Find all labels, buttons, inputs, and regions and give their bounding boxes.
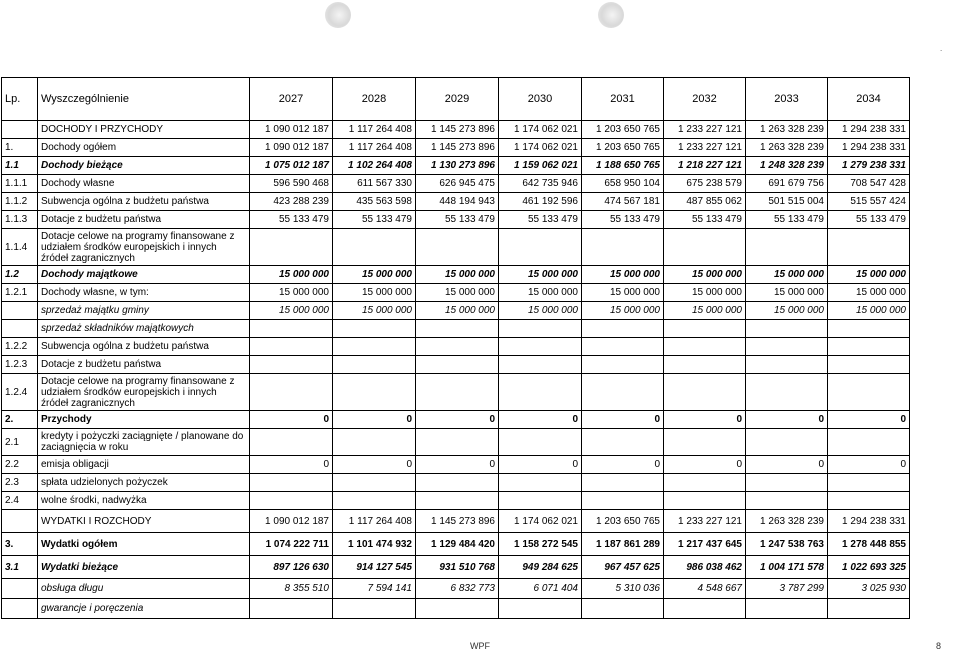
row-value: 15 000 000 — [499, 284, 582, 302]
row-value — [746, 320, 828, 338]
row-value: 15 000 000 — [582, 266, 664, 284]
header-year: 2028 — [333, 78, 416, 121]
row-value: 15 000 000 — [333, 284, 416, 302]
row-label: Dotacje z budżetu państwa — [38, 356, 250, 374]
row-value: 55 133 479 — [746, 211, 828, 229]
row-value: 1 187 861 289 — [582, 533, 664, 556]
row-value: 1 263 328 239 — [746, 121, 828, 139]
row-value: 15 000 000 — [416, 266, 499, 284]
row-value: 1 263 328 239 — [746, 139, 828, 157]
row-value — [250, 474, 333, 492]
header-year: 2033 — [746, 78, 828, 121]
row-value — [582, 474, 664, 492]
row-value — [664, 320, 746, 338]
row-value: 0 — [416, 456, 499, 474]
row-value: 15 000 000 — [582, 302, 664, 320]
table-row — [2, 510, 910, 533]
row-lp: 1.2.1 — [2, 284, 38, 302]
row-lp: 1.1 — [2, 157, 38, 175]
row-value: 1 129 484 420 — [416, 533, 499, 556]
row-value: 0 — [582, 411, 664, 429]
row-label: kredyty i pożyczki zaciągnięte / planowane do zaciągnięcia w roku — [38, 429, 250, 456]
row-value: 15 000 000 — [416, 284, 499, 302]
row-value: 1 233 227 121 — [664, 121, 746, 139]
row-value — [582, 429, 664, 456]
row-lp: 1.1.4 — [2, 229, 38, 266]
row-value: 1 117 264 408 — [333, 121, 416, 139]
row-value: 1 248 328 239 — [746, 157, 828, 175]
row-value: 15 000 000 — [250, 284, 333, 302]
table-row — [2, 411, 910, 429]
row-lp: 1.2 — [2, 266, 38, 284]
row-label: Dochody własne, w tym: — [38, 284, 250, 302]
table-row — [2, 374, 910, 411]
row-lp: 1.1.3 — [2, 211, 38, 229]
table-row — [2, 492, 910, 510]
row-value: 15 000 000 — [746, 266, 828, 284]
row-value: 611 567 330 — [333, 175, 416, 193]
row-value — [746, 474, 828, 492]
table-row — [2, 175, 910, 193]
row-value: 6 071 404 — [499, 579, 582, 599]
row-value: 626 945 475 — [416, 175, 499, 193]
row-value: 55 133 479 — [582, 211, 664, 229]
row-value: 1 075 012 187 — [250, 157, 333, 175]
row-value: 1 117 264 408 — [333, 510, 416, 533]
row-value — [828, 474, 910, 492]
row-value — [499, 492, 582, 510]
row-value: 423 288 239 — [250, 193, 333, 211]
row-value: 1 074 222 711 — [250, 533, 333, 556]
header-year: 2031 — [582, 78, 664, 121]
row-label: emisja obligacji — [38, 456, 250, 474]
row-value — [746, 599, 828, 619]
row-value — [333, 374, 416, 411]
row-lp: 2.4 — [2, 492, 38, 510]
row-value: 474 567 181 — [582, 193, 664, 211]
row-label: Wydatki bieżące — [38, 556, 250, 579]
row-value: 0 — [664, 411, 746, 429]
header-year: 2030 — [499, 78, 582, 121]
row-value: 15 000 000 — [499, 302, 582, 320]
row-value: 1 145 273 896 — [416, 121, 499, 139]
row-lp: 2.1 — [2, 429, 38, 456]
row-value — [499, 474, 582, 492]
row-value: 501 515 004 — [746, 193, 828, 211]
row-value: 55 133 479 — [416, 211, 499, 229]
table-row — [2, 229, 910, 266]
page-number: 8 — [936, 641, 942, 651]
table-row — [2, 456, 910, 474]
row-value — [746, 492, 828, 510]
row-value: 0 — [746, 456, 828, 474]
row-value: 0 — [333, 456, 416, 474]
row-value — [250, 229, 333, 266]
row-value: 1 263 328 239 — [746, 510, 828, 533]
row-value — [333, 599, 416, 619]
row-value: 1 158 272 545 — [499, 533, 582, 556]
row-value: 0 — [582, 456, 664, 474]
row-value — [333, 474, 416, 492]
row-value: 1 174 062 021 — [499, 121, 582, 139]
row-label: Dochody ogółem — [38, 139, 250, 157]
row-value — [416, 374, 499, 411]
row-value: 1 203 650 765 — [582, 139, 664, 157]
row-value — [664, 356, 746, 374]
row-value: 949 284 625 — [499, 556, 582, 579]
row-label: Dotacje z budżetu państwa — [38, 211, 250, 229]
row-value — [582, 599, 664, 619]
table-row — [2, 429, 910, 456]
row-value: 914 127 545 — [333, 556, 416, 579]
row-value: 15 000 000 — [746, 284, 828, 302]
table-row — [2, 139, 910, 157]
row-value — [746, 429, 828, 456]
table-row — [2, 579, 910, 599]
row-value: 1 247 538 763 — [746, 533, 828, 556]
row-label: Przychody — [38, 411, 250, 429]
financial-forecast-table — [1, 77, 910, 619]
row-value: 1 145 273 896 — [416, 139, 499, 157]
row-value — [828, 429, 910, 456]
row-value: 7 594 141 — [333, 579, 416, 599]
row-value: 1 022 693 325 — [828, 556, 910, 579]
row-value: 0 — [333, 411, 416, 429]
row-value: 15 000 000 — [664, 284, 746, 302]
table-row — [2, 157, 910, 175]
row-value: 15 000 000 — [333, 266, 416, 284]
row-label: sprzedaż majątku gminy — [38, 302, 250, 320]
corner-mark: . — [940, 44, 943, 53]
row-value — [746, 229, 828, 266]
row-value: 0 — [746, 411, 828, 429]
row-value: 658 950 104 — [582, 175, 664, 193]
row-value — [664, 374, 746, 411]
row-lp: 2. — [2, 411, 38, 429]
row-label: DOCHODY I PRZYCHODY — [38, 121, 250, 139]
row-lp — [2, 579, 38, 599]
row-value: 515 557 424 — [828, 193, 910, 211]
row-value: 0 — [250, 411, 333, 429]
row-lp — [2, 121, 38, 139]
row-value: 15 000 000 — [333, 302, 416, 320]
row-value — [582, 229, 664, 266]
footer-label: WPF — [470, 641, 490, 651]
row-label: sprzedaż składników majątkowych — [38, 320, 250, 338]
row-value: 931 510 768 — [416, 556, 499, 579]
row-value — [582, 338, 664, 356]
row-value: 1 233 227 121 — [664, 510, 746, 533]
row-value — [828, 229, 910, 266]
row-value: 0 — [416, 411, 499, 429]
row-value — [664, 429, 746, 456]
row-lp: 1.1.1 — [2, 175, 38, 193]
header-year: 2032 — [664, 78, 746, 121]
row-value: 0 — [499, 456, 582, 474]
row-value — [499, 599, 582, 619]
row-value — [499, 338, 582, 356]
row-value — [664, 492, 746, 510]
table-row — [2, 338, 910, 356]
row-value: 55 133 479 — [250, 211, 333, 229]
header-wyszczegolnienie: Wyszczególnienie — [38, 78, 250, 121]
row-value — [416, 356, 499, 374]
row-value: 1 090 012 187 — [250, 121, 333, 139]
row-value: 15 000 000 — [416, 302, 499, 320]
header-year: 2034 — [828, 78, 910, 121]
row-label: Subwencja ogólna z budżetu państwa — [38, 338, 250, 356]
row-value: 642 735 946 — [499, 175, 582, 193]
row-value — [746, 338, 828, 356]
row-value: 8 355 510 — [250, 579, 333, 599]
row-value: 55 133 479 — [664, 211, 746, 229]
table-row — [2, 302, 910, 320]
row-value: 675 238 579 — [664, 175, 746, 193]
row-value — [828, 338, 910, 356]
row-value: 3 025 930 — [828, 579, 910, 599]
row-value: 15 000 000 — [250, 266, 333, 284]
row-value: 1 102 264 408 — [333, 157, 416, 175]
row-value — [250, 492, 333, 510]
row-value — [664, 229, 746, 266]
row-value — [416, 320, 499, 338]
row-label: Dotacje celowe na programy finansowane z udziałem środków europejskich i innych źródeł zagranicznych — [38, 374, 250, 411]
row-value — [499, 356, 582, 374]
row-lp: 1. — [2, 139, 38, 157]
row-value — [582, 320, 664, 338]
row-label: WYDATKI I ROZCHODY — [38, 510, 250, 533]
row-lp: 3.1 — [2, 556, 38, 579]
row-lp: 2.3 — [2, 474, 38, 492]
row-value: 15 000 000 — [250, 302, 333, 320]
table-row — [2, 556, 910, 579]
row-value: 1 278 448 855 — [828, 533, 910, 556]
row-value: 1 233 227 121 — [664, 139, 746, 157]
row-value: 1 294 238 331 — [828, 139, 910, 157]
row-value: 6 832 773 — [416, 579, 499, 599]
row-value: 55 133 479 — [333, 211, 416, 229]
row-value — [333, 320, 416, 338]
row-label: Subwencja ogólna z budżetu państwa — [38, 193, 250, 211]
table-row — [2, 533, 910, 556]
row-lp: 3. — [2, 533, 38, 556]
row-value — [250, 356, 333, 374]
row-value — [499, 374, 582, 411]
row-value — [416, 338, 499, 356]
row-lp: 2.2 — [2, 456, 38, 474]
row-value — [499, 320, 582, 338]
row-value: 0 — [828, 411, 910, 429]
row-value: 55 133 479 — [499, 211, 582, 229]
row-value: 1 145 273 896 — [416, 510, 499, 533]
row-value — [333, 229, 416, 266]
row-value: 1 218 227 121 — [664, 157, 746, 175]
row-value — [582, 356, 664, 374]
row-value — [416, 474, 499, 492]
row-value — [664, 474, 746, 492]
row-lp — [2, 320, 38, 338]
row-value: 15 000 000 — [664, 302, 746, 320]
row-value — [333, 356, 416, 374]
table-row — [2, 284, 910, 302]
row-value: 1 117 264 408 — [333, 139, 416, 157]
table-header-row — [2, 78, 910, 121]
table-row — [2, 193, 910, 211]
row-label: Dochody majątkowe — [38, 266, 250, 284]
row-value: 55 133 479 — [828, 211, 910, 229]
decorative-dot-right — [598, 2, 624, 28]
row-value: 15 000 000 — [746, 302, 828, 320]
row-value: 461 192 596 — [499, 193, 582, 211]
row-value: 1 090 012 187 — [250, 510, 333, 533]
row-value — [416, 429, 499, 456]
row-value — [333, 338, 416, 356]
table-row — [2, 356, 910, 374]
row-value: 1 174 062 021 — [499, 510, 582, 533]
row-value: 1 203 650 765 — [582, 121, 664, 139]
row-lp — [2, 599, 38, 619]
row-value: 897 126 630 — [250, 556, 333, 579]
row-value — [828, 492, 910, 510]
row-value — [416, 229, 499, 266]
row-value — [250, 599, 333, 619]
row-value — [828, 599, 910, 619]
row-value: 15 000 000 — [828, 302, 910, 320]
row-value: 4 548 667 — [664, 579, 746, 599]
row-value — [582, 492, 664, 510]
row-value: 15 000 000 — [499, 266, 582, 284]
row-value: 986 038 462 — [664, 556, 746, 579]
table-row — [2, 320, 910, 338]
row-value: 1 217 437 645 — [664, 533, 746, 556]
row-lp: 1.2.2 — [2, 338, 38, 356]
row-value — [582, 374, 664, 411]
header-year: 2029 — [416, 78, 499, 121]
row-value: 3 787 299 — [746, 579, 828, 599]
row-value: 708 547 428 — [828, 175, 910, 193]
row-value: 691 679 756 — [746, 175, 828, 193]
row-value: 1 203 650 765 — [582, 510, 664, 533]
row-label: Dotacje celowe na programy finansowane z udziałem środków europejskich i innych źródeł zagranicznych — [38, 229, 250, 266]
row-value: 967 457 625 — [582, 556, 664, 579]
row-value — [250, 320, 333, 338]
row-value — [746, 356, 828, 374]
row-lp — [2, 302, 38, 320]
row-value: 1 188 650 765 — [582, 157, 664, 175]
table-row — [2, 599, 910, 619]
row-value — [746, 374, 828, 411]
row-value — [250, 338, 333, 356]
row-value: 0 — [250, 456, 333, 474]
row-value: 1 159 062 021 — [499, 157, 582, 175]
row-label: obsługa długu — [38, 579, 250, 599]
row-value: 1 090 012 187 — [250, 139, 333, 157]
decorative-dot-left — [325, 2, 351, 28]
row-value — [664, 599, 746, 619]
row-value: 596 590 468 — [250, 175, 333, 193]
row-value: 1 174 062 021 — [499, 139, 582, 157]
row-value — [250, 374, 333, 411]
row-value: 0 — [828, 456, 910, 474]
row-value — [250, 429, 333, 456]
row-value: 1 004 171 578 — [746, 556, 828, 579]
row-value: 15 000 000 — [664, 266, 746, 284]
row-value: 435 563 598 — [333, 193, 416, 211]
row-value — [664, 338, 746, 356]
row-value: 1 294 238 331 — [828, 121, 910, 139]
row-value: 1 294 238 331 — [828, 510, 910, 533]
row-lp — [2, 510, 38, 533]
row-label: Wydatki ogółem — [38, 533, 250, 556]
row-value: 15 000 000 — [828, 266, 910, 284]
row-lp: 1.2.4 — [2, 374, 38, 411]
row-value: 1 279 238 331 — [828, 157, 910, 175]
row-value: 15 000 000 — [582, 284, 664, 302]
table-row — [2, 474, 910, 492]
row-value — [828, 356, 910, 374]
row-label: Dochody bieżące — [38, 157, 250, 175]
row-label: Dochody własne — [38, 175, 250, 193]
row-value — [416, 492, 499, 510]
row-label: gwarancje i poręczenia — [38, 599, 250, 619]
table-body — [2, 121, 910, 619]
row-value — [499, 429, 582, 456]
row-value: 5 310 036 — [582, 579, 664, 599]
row-value — [499, 229, 582, 266]
row-value — [828, 374, 910, 411]
header-year: 2027 — [250, 78, 333, 121]
row-value — [828, 320, 910, 338]
row-value: 15 000 000 — [828, 284, 910, 302]
row-value — [333, 492, 416, 510]
table-row — [2, 211, 910, 229]
row-value: 1 101 474 932 — [333, 533, 416, 556]
row-value: 487 855 062 — [664, 193, 746, 211]
row-value — [416, 599, 499, 619]
row-lp: 1.2.3 — [2, 356, 38, 374]
header-lp: Lp. — [2, 78, 38, 121]
row-value — [333, 429, 416, 456]
table-row — [2, 266, 910, 284]
row-label: wolne środki, nadwyżka — [38, 492, 250, 510]
row-lp: 1.1.2 — [2, 193, 38, 211]
row-value: 1 130 273 896 — [416, 157, 499, 175]
row-value: 448 194 943 — [416, 193, 499, 211]
row-label: spłata udzielonych pożyczek — [38, 474, 250, 492]
table-row — [2, 121, 910, 139]
row-value: 0 — [664, 456, 746, 474]
row-value: 0 — [499, 411, 582, 429]
